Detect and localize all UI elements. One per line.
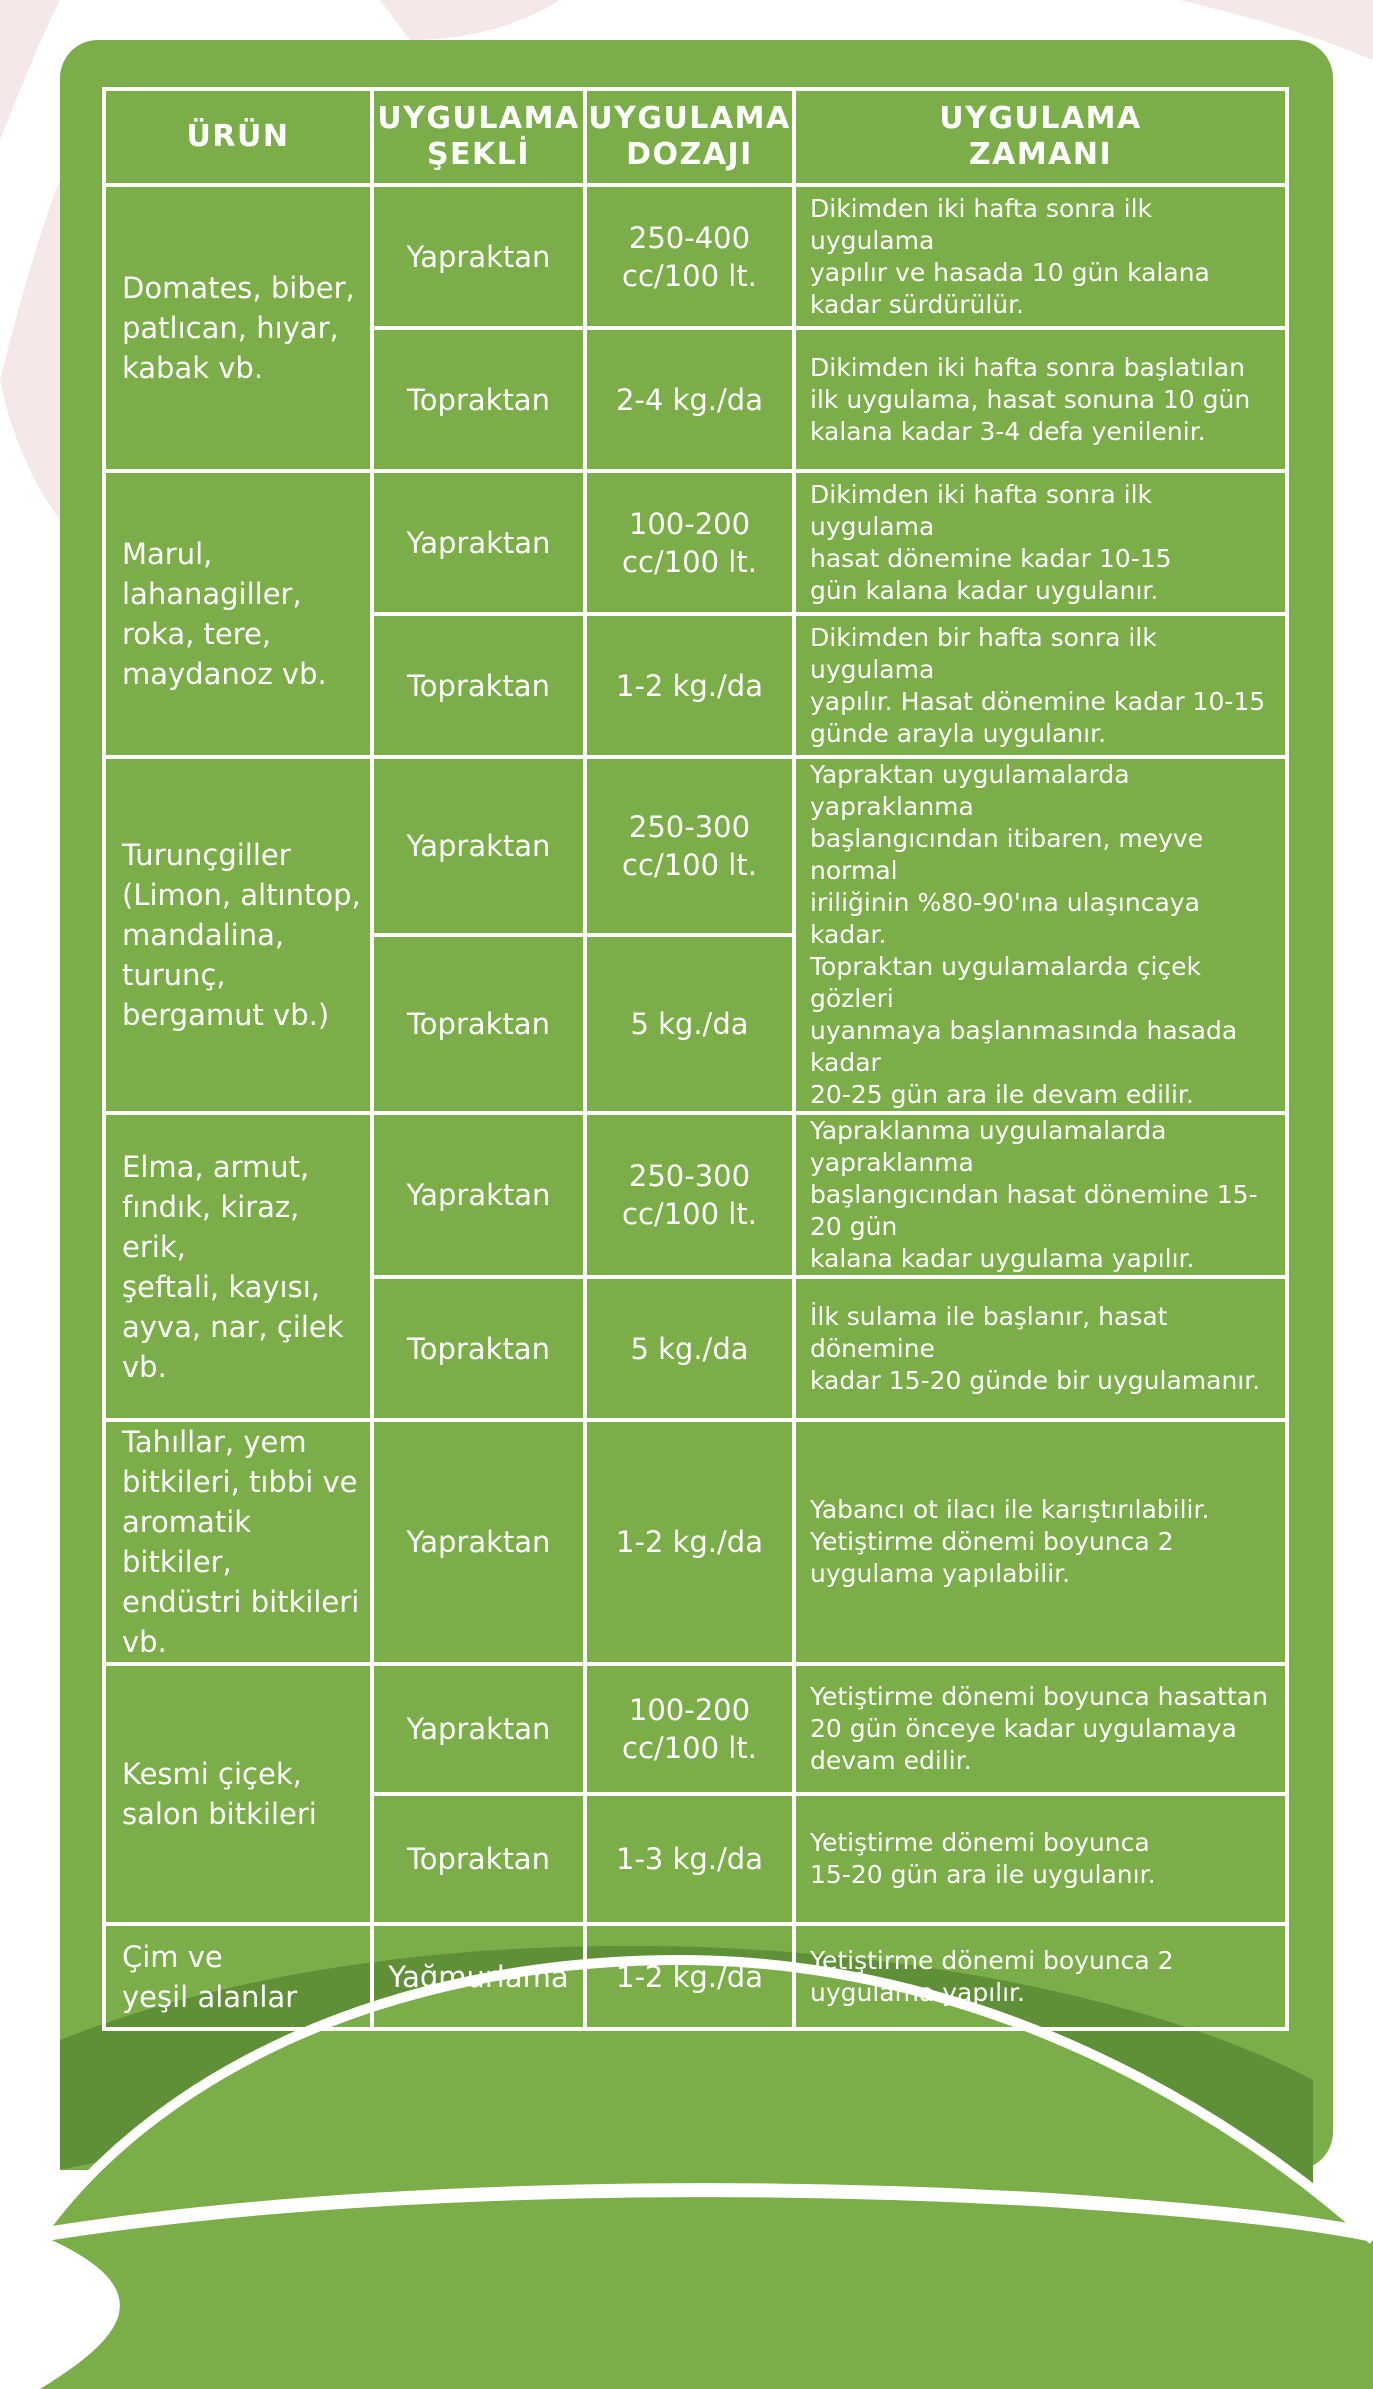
time-cell: Yetiştirme dönemi boyunca 15-20 gün ara ile uygulanır. (794, 1794, 1287, 1924)
method-cell: Topraktan (372, 1794, 585, 1924)
method-cell: Topraktan (372, 935, 585, 1113)
time-cell: Yapraktan uygulamalarda yapraklanma başlangıcından itibaren, meyve normal iriliğinin %80-90'ına ulaşıncaya kadar. Topraktan uygulamalarda çiçek gözleri uyanmaya başlanmasında hasada kadar 20-25 gün ara ile devam edilir. (794, 757, 1287, 1113)
method-cell: Yağmurlama (372, 1924, 585, 2029)
product-cell: Tahıllar, yem bitkileri, tıbbi ve aromatik bitkiler, endüstri bitkileri vb. (104, 1420, 372, 1664)
method-cell: Yapraktan (372, 1420, 585, 1664)
method-cell: Yapraktan (372, 1664, 585, 1794)
method-cell: Topraktan (372, 328, 585, 471)
method-cell: Yapraktan (372, 185, 585, 328)
time-cell: Yabancı ot ilacı ile karıştırılabilir. Yetiştirme dönemi boyunca 2 uygulama yapılabilir. (794, 1420, 1287, 1664)
time-cell: Dikimden iki hafta sonra ilk uygulama hasat dönemine kadar 10-15 gün kalana kadar uygulanır. (794, 471, 1287, 614)
product-cell: Kesmi çiçek, salon bitkileri (104, 1664, 372, 1924)
table-row (104, 1924, 1287, 2029)
table-row (104, 1420, 1287, 1664)
dose-cell: 5 kg./da (585, 1277, 794, 1420)
product-cell: Elma, armut, fındık, kiraz, erik, şeftali, kayısı, ayva, nar, çilek vb. (104, 1113, 372, 1420)
dose-cell: 250-300 cc/100 lt. (585, 757, 794, 935)
table-row (104, 1664, 1287, 1794)
method-cell: Yapraktan (372, 1113, 585, 1277)
dose-cell: 2-4 kg./da (585, 328, 794, 471)
time-cell: Dikimden iki hafta sonra ilk uygulama yapılır ve hasada 10 gün kalana kadar sürdürülür. (794, 185, 1287, 328)
dose-cell: 250-400 cc/100 lt. (585, 185, 794, 328)
time-cell: Yetiştirme dönemi boyunca hasattan 20 gün önceye kadar uygulamaya devam edilir. (794, 1664, 1287, 1794)
dose-cell: 100-200 cc/100 lt. (585, 471, 794, 614)
dose-cell: 1-2 kg./da (585, 1924, 794, 2029)
time-cell: İlk sulama ile başlanır, hasat dönemine kadar 15-20 günde bir uygulamanır. (794, 1277, 1287, 1420)
dose-cell: 250-300 cc/100 lt. (585, 1113, 794, 1277)
product-cell: Turunçgiller (Limon, altıntop, mandalina, turunç, bergamut vb.) (104, 757, 372, 1113)
header-method: UYGULAMA ŞEKLİ (372, 89, 585, 185)
dose-cell: 100-200 cc/100 lt. (585, 1664, 794, 1794)
dose-cell: 1-2 kg./da (585, 1420, 794, 1664)
table-row (104, 1113, 1287, 1277)
table-row (104, 471, 1287, 614)
method-cell: Topraktan (372, 1277, 585, 1420)
time-cell: Dikimden bir hafta sonra ilk uygulama yapılır. Hasat dönemine kadar 10-15 günde arayla uygulanır. (794, 614, 1287, 757)
time-cell: Yetiştirme dönemi boyunca 2 uygulama yapılır. (794, 1924, 1287, 2029)
dose-cell: 5 kg./da (585, 935, 794, 1113)
header-row (104, 89, 1287, 185)
dose-cell: 1-2 kg./da (585, 614, 794, 757)
time-cell: Yapraklanma uygulamalarda yapraklanma başlangıcından hasat dönemine 15-20 gün kalana kadar uygulama yapılır. (794, 1113, 1287, 1277)
time-cell: Dikimden iki hafta sonra başlatılan ilk uygulama, hasat sonuna 10 gün kalana kadar 3-4 defa yenilenir. (794, 328, 1287, 471)
application-table (102, 87, 1289, 2031)
product-cell: Çim ve yeşil alanlar (104, 1924, 372, 2029)
table-row (104, 185, 1287, 328)
product-cell: Domates, biber, patlıcan, hıyar, kabak vb. (104, 185, 372, 471)
table-row (104, 757, 1287, 935)
dose-cell: 1-3 kg./da (585, 1794, 794, 1924)
header-dose: UYGULAMA DOZAJI (585, 89, 794, 185)
method-cell: Yapraktan (372, 757, 585, 935)
method-cell: Yapraktan (372, 471, 585, 614)
product-cell: Marul, lahanagiller, roka, tere, maydanoz vb. (104, 471, 372, 757)
method-cell: Topraktan (372, 614, 585, 757)
header-product: ÜRÜN (104, 89, 372, 185)
header-time: UYGULAMA ZAMANI (794, 89, 1287, 185)
